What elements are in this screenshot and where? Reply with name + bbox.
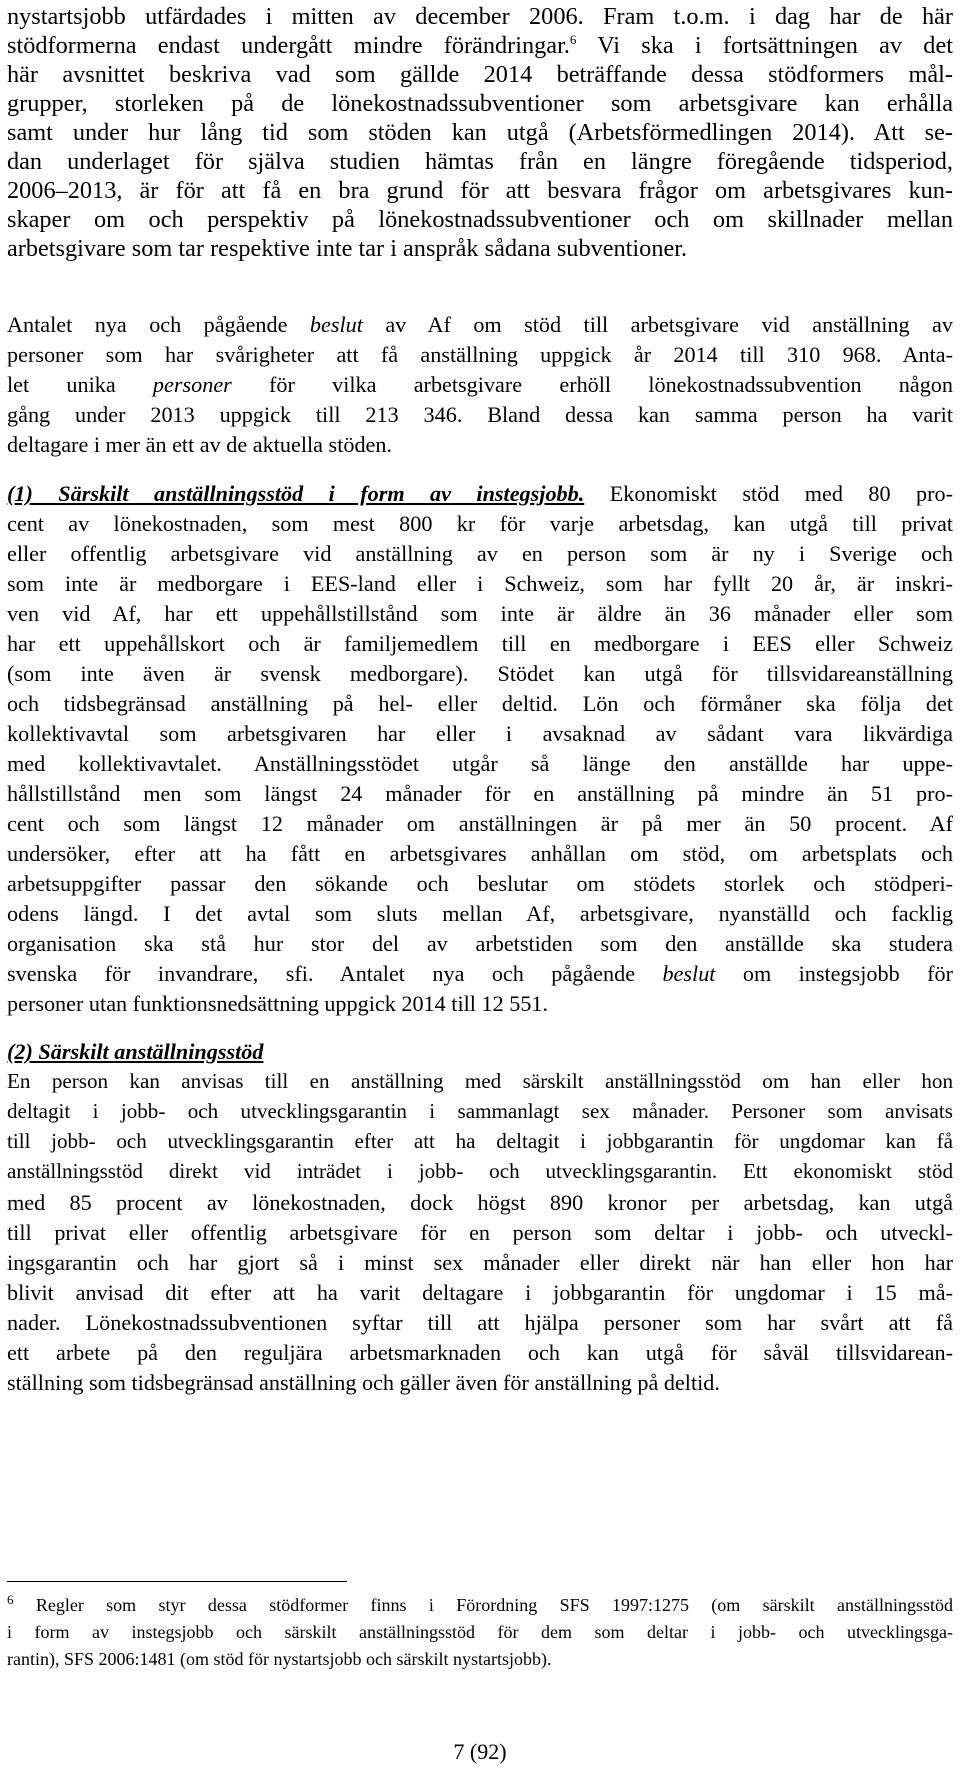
text-line [7,400,953,430]
text-line [7,370,953,400]
text-line [7,479,953,509]
footnote-rule [7,1581,347,1582]
text-span: ställning som tidsbegränsad anställning och gäller även för anställning på deltid. [7,1370,720,1395]
text-line [7,719,953,749]
text-span: nader. Lönekostnadssubventionen syftar till att hjälpa personer som har svårt att få [7,1310,953,1335]
text-span: ett arbete på den reguljära arbetsmarknaden och kan utgå för såväl tillsvidarean- [7,1340,953,1365]
section-heading: (1) Särskilt anställningsstöd i form av instegsjobb. [7,481,585,506]
text-line [7,749,953,779]
text-span: anställningsstöd direkt vid inträdet i jobb- och utvecklingsgarantin. Ett ekonomiskt stöd [7,1159,953,1183]
text-line [7,310,953,340]
text-span: let unika [7,372,153,397]
text-line [7,629,953,659]
text-line [7,1066,953,1096]
text-line [7,1126,953,1156]
text-line [7,1278,953,1308]
text-line [7,1368,953,1398]
text-span: odens längd. I det avtal som sluts mellan Af, arbetsgivare, nyanställd och facklig [7,901,953,926]
text-span: Vi ska i fortsättningen av det [576,32,953,59]
text-span: organisation ska stå hur stor del av arbetstiden som den anställde ska studera [7,931,953,956]
text-span: undersöker, efter att ha fått en arbetsgivares anhållan om stöd, om arbetsplats och [7,841,953,866]
text-line [7,1308,953,1338]
text-span: gång under 2013 uppgick till 213 346. Bland dessa kan samma person ha varit [7,402,953,427]
text-line [7,234,953,264]
text-span: Antalet nya och pågående [7,312,310,337]
text-line [7,509,953,539]
text-line [7,147,953,177]
text-span: svenska för invandrare, sfi. Antalet nya och pågående [7,961,663,986]
text-line [7,118,953,148]
text-line [7,31,953,61]
text-span: med 85 procent av lönekostnaden, dock högst 890 kronor per arbetsdag, kan utgå [7,1190,953,1215]
text-span: till jobb- och utvecklingsgarantin efter att ha deltagit i jobbgarantin för ungdomar kan få [7,1129,953,1153]
text-span: stödformerna endast undergått mindre förändringar. [7,32,570,59]
text-span: personer som har svårigheter att få anställning uppgick år 2014 till 310 968. Anta- [7,342,953,367]
text-line [7,1188,953,1218]
text-line [7,569,953,599]
text-span: dan underlaget för själva studien hämtas från en längre föregående tidsperiod, [7,148,953,175]
footnote-marker: 6 [7,1592,14,1607]
text-span: rantin), SFS 2006:1481 (om stöd för nystartsjobb och särskilt nystartsjobb). [7,1649,552,1669]
text-line [7,659,953,689]
text-span: som inte är medborgare i EES-land eller i Schweiz, som har fyllt 20 år, är inskri- [7,571,953,596]
text-line [7,1096,953,1126]
text-line [7,809,953,839]
footnote-line [7,1592,953,1618]
text-span: hållstillstånd men som längst 24 månader för en anställning på mindre än 51 pro- [7,781,953,806]
text-span: nystartsjobb utfärdades i mitten av december 2006. Fram t.o.m. i dag har de här [7,3,953,30]
text-span: eller offentlig arbetsgivare vid anställning av en person som är ny i Sverige och [7,541,953,566]
text-span: av Af om stöd till arbetsgivare vid anställning av [362,312,953,337]
text-line [7,929,953,959]
text-span: Regler som styr dessa stödformer finns i Förordning SFS 1997:1275 (om särskilt anställningsstöd [13,1595,953,1615]
text-span: om instegsjobb för [715,961,953,986]
page-number: 7 (92) [453,1739,507,1764]
text-span: till privat eller offentlig arbetsgivare för en person som deltar i jobb- och utveckl- [7,1220,953,1245]
text-line [7,205,953,235]
text-span: cent och som längst 12 månader om anställningen är på mer än 50 procent. Af [7,811,953,836]
text-span: ven vid Af, har ett uppehållstillstånd som inte är äldre än 36 månader eller som [7,601,953,626]
text-line [7,1338,953,1368]
text-span: här avsnittet beskriva vad som gällde 2014 beträffande dessa stödformers mål- [7,61,953,88]
text-span: har ett uppehållskort och är familjemedlem till en medborgare i EES eller Schweiz [7,631,953,656]
text-line [7,89,953,119]
text-span: med kollektivavtalet. Anställningsstödet utgår så länge den anställde har uppe- [7,751,953,776]
text-line [7,779,953,809]
text-line [7,599,953,629]
text-span: Ekonomiskt stöd med 80 pro- [584,481,953,506]
text-line [7,1218,953,1248]
text-span: grupper, storleken på de lönekostnadssubventioner som arbetsgivare kan erhålla [7,90,953,117]
text-line [7,989,953,1019]
text-line [7,2,953,32]
section-heading: (2) Särskilt anställningsstöd [7,1039,264,1064]
footnote-line [7,1619,953,1645]
emphasis: personer [152,372,232,397]
emphasis: beslut [309,312,363,337]
text-line [7,1248,953,1278]
text-span: personer utan funktionsnedsättning uppgick 2014 till 12 551. [7,991,549,1016]
text-line [7,430,953,460]
emphasis: beslut [662,961,716,986]
text-line [7,539,953,569]
text-line [7,1156,953,1186]
text-span: för vilka arbetsgivare erhöll lönekostnadssubvention någon [231,372,953,397]
text-span: cent av lönekostnaden, som mest 800 kr för varje arbetsdag, kan utgå till privat [7,511,953,536]
text-line [7,60,953,90]
text-span: och tidsbegränsad anställning på hel- eller deltid. Lön och förmåner ska följa det [7,691,953,716]
text-line [7,839,953,869]
text-span: (som inte även är svensk medborgare). Stödet kan utgå för tillsvidareanställning [7,661,953,686]
footnote-ref[interactable]: 6 [569,31,577,47]
text-span: 2006–2013, är för att få en bra grund för att besvara frågor om arbetsgivares kun- [7,177,953,204]
text-span: samt under hur lång tid som stöden kan utgå (Arbetsförmedlingen 2014). Att se- [7,119,953,146]
text-line [7,176,953,206]
text-line [7,899,953,929]
text-span: ingsgarantin och har gjort så i minst sex månader eller direkt när han eller hon har [7,1250,953,1275]
footnote-line [7,1646,953,1672]
text-span: deltagare i mer än ett av de aktuella stöden. [7,432,393,457]
text-span: i form av instegsjobb och särskilt anställningsstöd för dem som deltar i jobb- och utvecklingsga- [7,1622,953,1642]
text-span: skaper om och perspektiv på lönekostnadssubventioner och om skillnader mellan [7,206,953,233]
text-line [7,340,953,370]
text-line [7,1037,953,1067]
text-line [7,959,953,989]
text-span: arbetsuppgifter passar den sökande och beslutar om stödets storlek och stödperi- [7,871,953,896]
text-line [7,869,953,899]
text-span: deltagit i jobb- och utvecklingsgarantin i sammanlagt sex månader. Personer som anvisats [7,1099,953,1123]
text-span: kollektivavtal som arbetsgivaren har eller i avsaknad av sådant vara likvärdiga [7,721,953,746]
text-span: blivit anvisad dit efter att ha varit deltagare i jobbgarantin för ungdomar i 15 må- [7,1280,953,1305]
text-line [7,689,953,719]
text-span: arbetsgivare som tar respektive inte tar i anspråk sådana subventioner. [7,235,688,262]
text-span: En person kan anvisas till en anställning med särskilt anställningsstöd om han eller hon [7,1069,953,1093]
